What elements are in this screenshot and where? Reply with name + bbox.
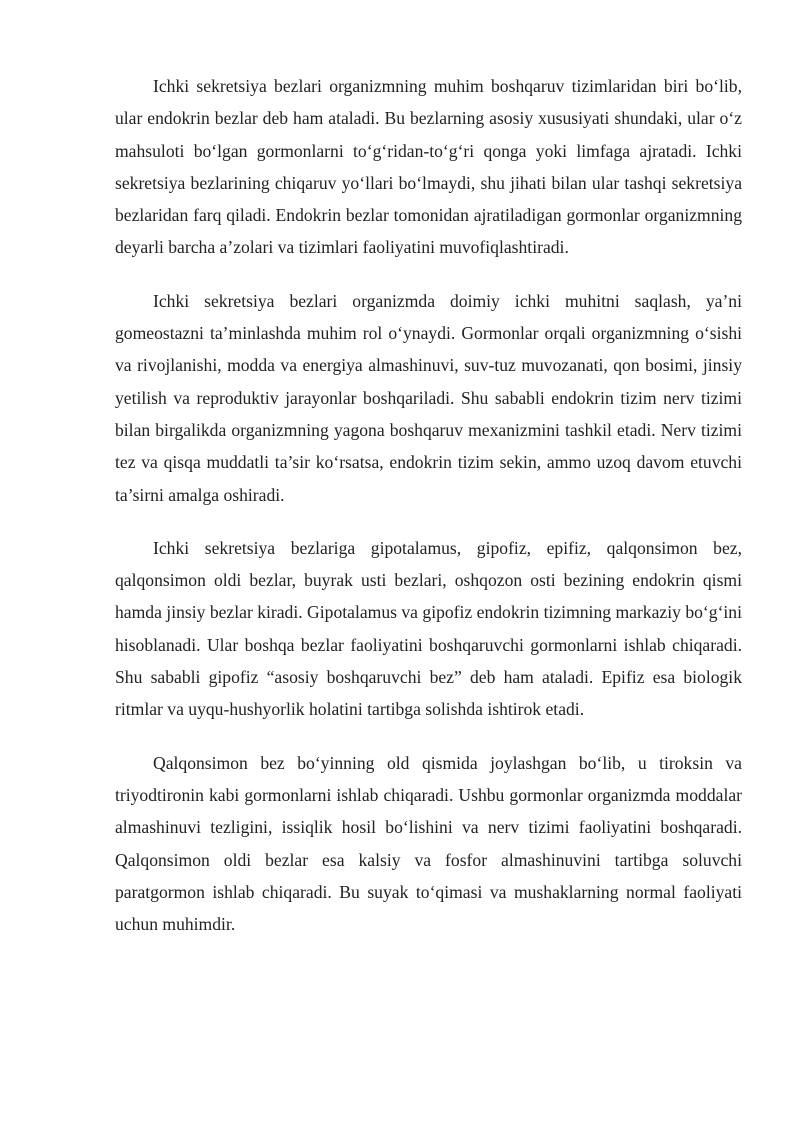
paragraph-2: Ichki sekretsiya bezlari organizmda doimiy ichki muhitni saqlash, ya’ni gomeostazni ta’minlashda muhim rol o‘ynaydi. Gormonlar orqali organizmning o‘sishi va rivojlanishi, modda va energiya almashinuvi, suv-tuz muvozanati, qon bosimi, jinsiy yetilish va reproduktiv jarayonlar boshqariladi. Shu sababli endokrin tizim nerv tizimi bilan birgalikda organizmning yagona boshqaruv mexanizmini tashkil etadi. Nerv tizimi tez va qisqa muddatli ta’sir ko‘rsatsa, endokrin tizim sekin, ammo uzoq davom etuvchi ta’sirni amalga oshiradi. (115, 290, 742, 505)
paragraph-3: Ichki sekretsiya bezlariga gipotalamus, gipofiz, epifiz, qalqonsimon bez, qalqonsimon oldi bezlar, buyrak usti bezlari, oshqozon osti bezining endokrin qismi hamda jinsiy bezlar kiradi. Gipotalamus va gipofiz endokrin tizimning markaziy bo‘g‘ini hisoblanadi. Ular boshqa bezlar faoliyatini boshqaruvchi gormonlarni ishlab chiqaradi. Shu sababli gipofiz “asosiy boshqaruvchi bez” deb ham ataladi. Epifiz esa biologik ritmlar va uyqu-hushyorlik holatini tartibga solishda ishtirok etadi. (115, 537, 742, 720)
paragraph-1: Ichki sekretsiya bezlari organizmning muhim boshqaruv tizimlaridan biri bo‘lib, ular endokrin bezlar deb ham ataladi. Bu bezlarning asosiy xususiyati shundaki, ular o‘z mahsuloti bo‘lgan gormonlarni to‘g‘ridan-to‘g‘ri qonga yoki limfaga ajratadi. Ichki sekretsiya bezlarining chiqaruv yo‘llari bo‘lmaydi, shu jihati bilan ular tashqi sekretsiya bezlaridan farq qiladi. Endokrin bezlar tomonidan ajratiladigan gormonlar organizmning deyarli barcha a’zolari va tizimlari faoliyatini muvofiqlashtiradi. (115, 76, 742, 258)
paragraph-4: Qalqonsimon bez bo‘yinning old qismida joylashgan bo‘lib, u tiroksin va triyodtironin kabi gormonlarni ishlab chiqaradi. Ushbu gormonlar organizmda moddalar almashinuvi tezligini, issiqlik hosil bo‘lishini va nerv tizimi faoliyatini boshqaradi. Qalqonsimon oldi bezlar esa kalsiy va fosfor almashinuvini tartibga soluvchi paratgormon ishlab chiqaradi. Bu suyak to‘qimasi va mushaklarning normal faoliyati uchun muhimdir. (115, 752, 742, 935)
document-body (115, 70, 742, 961)
